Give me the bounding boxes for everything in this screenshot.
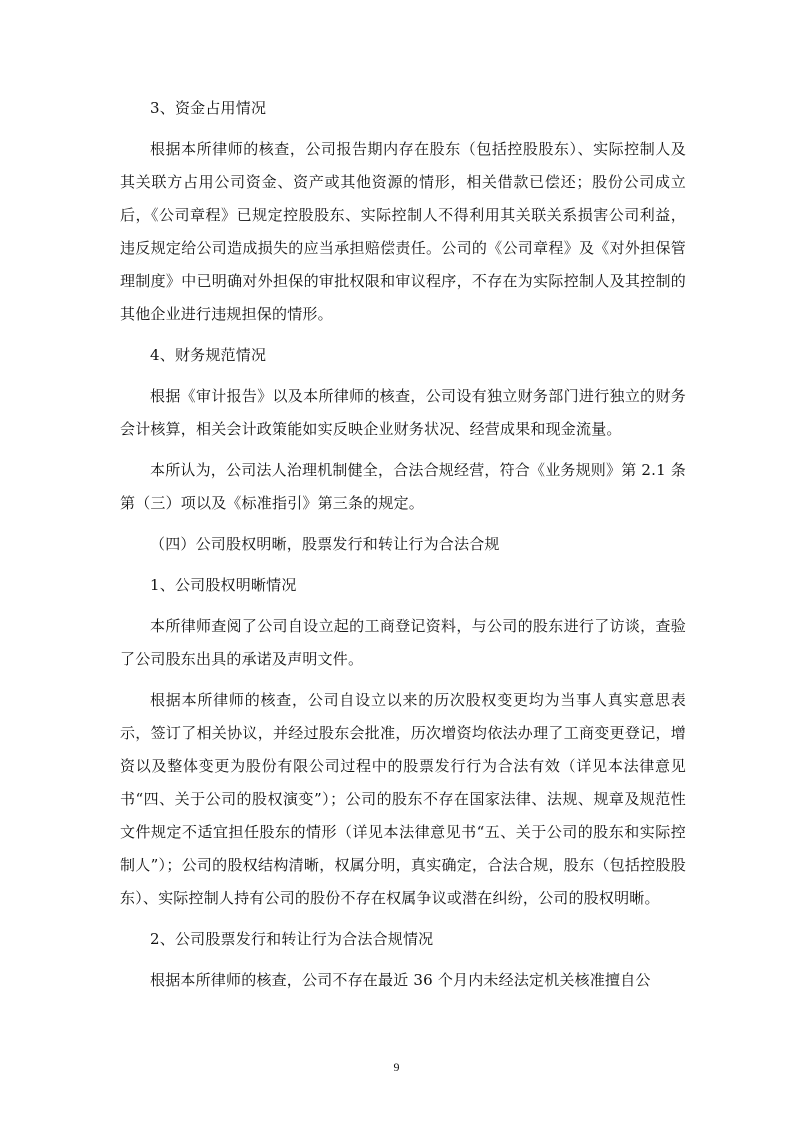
section-heading-equity-clarity: （四）公司股权明晰，股票发行和转让行为合法合规 bbox=[150, 535, 500, 553]
section-heading-financial-standards: 4、财务规范情况 bbox=[150, 346, 267, 364]
subsection-heading-stock-issuance: 2、公司股票发行和转让行为合法合规情况 bbox=[150, 930, 434, 948]
section-heading-fund-occupation: 3、资金占用情况 bbox=[150, 99, 267, 117]
paragraph-stock-issuance: 根据本所律师的核查，公司不存在最近 36 个月内未经法定机关核准擅自公 bbox=[150, 971, 651, 989]
paragraph-equity-review: 本所律师查阅了公司自设立起的工商登记资料，与公司的股东进行了访谈，查验了公司股东出具的承诺及声明文件。 bbox=[120, 617, 686, 668]
paragraph-conclusion-governance: 本所认为，公司法人治理机制健全，合法合规经营，符合《业务规则》第 2.1 条第（三）项以及《标准指引》第三条的规定。 bbox=[120, 461, 686, 512]
document-body bbox=[120, 92, 686, 1005]
page-number: 9 bbox=[393, 1060, 400, 1074]
subsection-heading-equity-clarity: 1、公司股权明晰情况 bbox=[150, 576, 297, 594]
paragraph-fund-occupation: 根据本所律师的核查，公司报告期内存在股东（包括控股股东）、实际控制人及其关联方占用公司资金、资产或其他资源的情形，相关借款已偿还；股份公司成立后，《公司章程》已规定控股股东、实际控制人不得利用其关联关系损害公司利益，违反规定给公司造成损失的应当承担赔偿责任。公司的《公司章程》及《对外担保管理制度》中已明确对外担保的审批权限和审议程序，不存在为实际控制人及其控制的其他企业进行违规担保的情形。 bbox=[120, 140, 686, 323]
paragraph-financial-standards: 根据《审计报告》以及本所律师的核查，公司设有独立财务部门进行独立的财务会计核算，相关会计政策能如实反映企业财务状况、经营成果和现金流量。 bbox=[120, 387, 686, 438]
paragraph-equity-findings: 根据本所律师的核查，公司自设立以来的历次股权变更均为当事人真实意思表示，签订了相关协议，并经过股东会批准，历次增资均依法办理了工商变更登记，增资以及整体变更为股份有限公司过程中的股票发行行为合法有效（详见本法律意见书“四、关于公司的股权演变”）；公司的股东不存在国家法律、法规、规章及规范性文件规定不适宜担任股东的情形（详见本法律意见书“五、关于公司的股东和实际控制人”）；公司的股权结构清晰，权属分明，真实确定，合法合规，股东（包括控股股东）、实际控制人持有公司的股份不存在权属争议或潜在纠纷，公司的股权明晰。 bbox=[120, 691, 686, 907]
